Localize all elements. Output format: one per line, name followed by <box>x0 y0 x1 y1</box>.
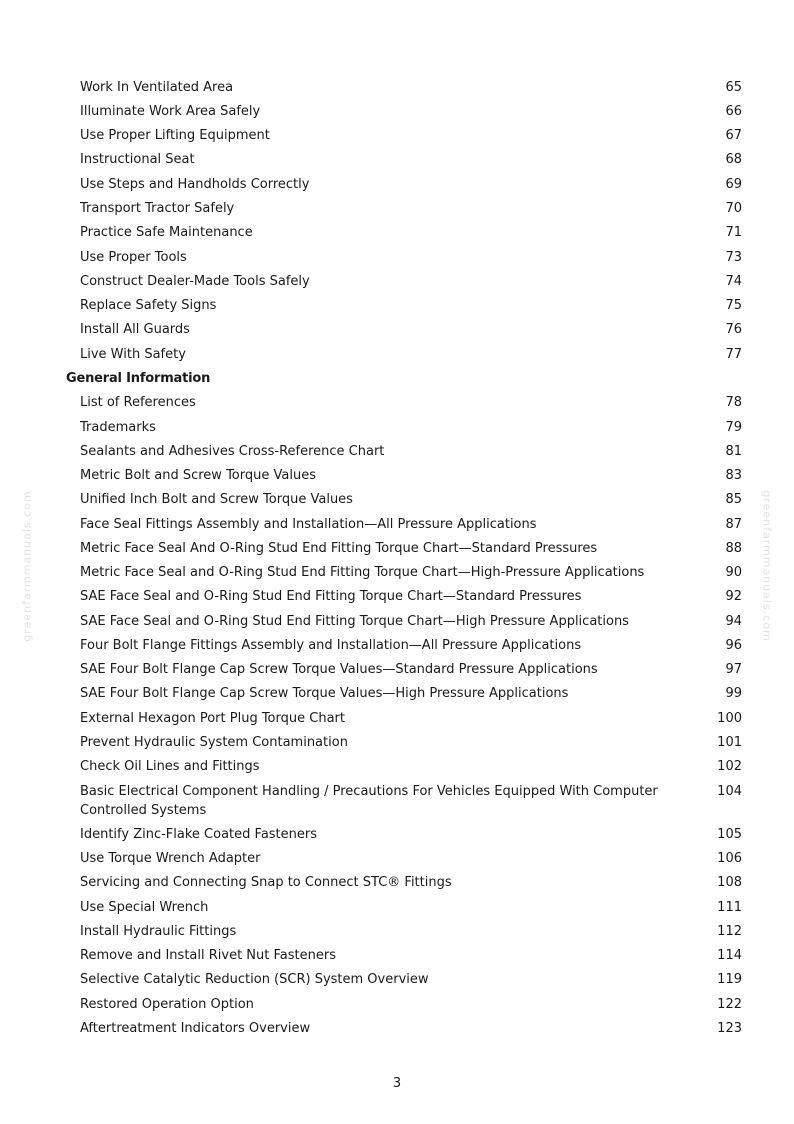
toc-entry-title: Face Seal Fittings Assembly and Installation—All Pressure Applications <box>80 517 537 532</box>
watermark-right: greenfarmmanuals.com <box>760 490 774 642</box>
toc-entry-page: 101 <box>717 735 742 750</box>
toc-entry-title: Practice Safe Maintenance <box>80 225 253 240</box>
toc-entry[interactable] <box>80 248 742 267</box>
toc-entry[interactable] <box>80 898 742 917</box>
toc-entry-page: 70 <box>725 201 742 216</box>
toc-entry-page: 74 <box>725 274 742 289</box>
toc-entry-title: Remove and Install Rivet Nut Fasteners <box>80 948 336 963</box>
toc-entry[interactable] <box>80 199 742 218</box>
toc-entry-title: List of References <box>80 395 196 410</box>
page-number: 3 <box>392 1076 402 1091</box>
toc-entry-page: 123 <box>717 1021 742 1036</box>
toc-entry[interactable] <box>80 442 742 461</box>
toc-entry-page: 106 <box>717 851 742 866</box>
toc-entry-title: Identify Zinc-Flake Coated Fasteners <box>80 827 318 842</box>
toc-entry[interactable] <box>80 563 742 582</box>
toc-entry[interactable] <box>80 296 742 315</box>
toc-entry-page: 102 <box>717 759 742 774</box>
toc-entry-title: Install All Guards <box>80 322 190 337</box>
toc-entry-title: Instructional Seat <box>80 152 195 167</box>
toc-entry[interactable] <box>80 466 742 485</box>
toc-entry-title: SAE Face Seal and O-Ring Stud End Fitting Torque Chart—High Pressure Applications <box>80 614 629 629</box>
toc-entry-title: Use Proper Tools <box>80 250 187 265</box>
toc-entry-title: Sealants and Adhesives Cross-Reference Chart <box>80 444 385 459</box>
toc-entry[interactable] <box>80 849 742 868</box>
toc-entry[interactable] <box>80 78 742 97</box>
toc-entry[interactable] <box>80 660 742 679</box>
toc-entry-title: Restored Operation Option <box>80 997 254 1012</box>
toc-entry-page: 83 <box>725 468 742 483</box>
toc-entry-page: 90 <box>725 565 742 580</box>
toc-entry[interactable] <box>80 825 742 844</box>
toc-entry-title: Aftertreatment Indicators Overview <box>80 1021 311 1036</box>
toc-entry-page: 108 <box>717 875 742 890</box>
toc-entry-page: 96 <box>725 638 742 653</box>
toc-entry[interactable] <box>80 636 742 655</box>
toc-entry-title: Illuminate Work Area Safely <box>80 104 261 119</box>
toc-entry[interactable] <box>80 150 742 169</box>
toc-entry-page: 100 <box>717 711 742 726</box>
toc-entry-title: Use Special Wrench <box>80 900 209 915</box>
toc-entry-page: 66 <box>725 104 742 119</box>
toc-entry-title: Metric Face Seal and O-Ring Stud End Fitting Torque Chart—High-Pressure Applications <box>80 565 645 580</box>
toc-entry-page: 92 <box>725 589 742 604</box>
toc-entry[interactable] <box>80 873 742 892</box>
toc-entry-title: Selective Catalytic Reduction (SCR) System Overview <box>80 972 429 987</box>
toc-entry-page: 99 <box>725 686 742 701</box>
toc-entry-page: 112 <box>717 924 742 939</box>
toc-entry[interactable] <box>80 320 742 339</box>
toc-entry-title: Transport Tractor Safely <box>80 201 235 216</box>
toc-entry-page: 75 <box>725 298 742 313</box>
toc-entry-page: 111 <box>717 900 742 915</box>
toc-entry-title: Work In Ventilated Area <box>80 80 234 95</box>
toc-entry-page: 73 <box>725 250 742 265</box>
toc-entry-title: Metric Bolt and Screw Torque Values <box>80 468 316 483</box>
toc-entry-title: SAE Four Bolt Flange Cap Screw Torque Values—High Pressure Applications <box>80 686 569 701</box>
toc-entry-title: Use Steps and Handholds Correctly <box>80 177 310 192</box>
toc-entry[interactable] <box>80 709 742 728</box>
toc-entry-title: Trademarks <box>80 420 156 435</box>
toc-entry[interactable] <box>80 1019 742 1038</box>
toc-entry-title: Use Proper Lifting Equipment <box>80 128 270 143</box>
toc-entry[interactable] <box>80 102 742 121</box>
toc-entry-title: SAE Four Bolt Flange Cap Screw Torque Values—Standard Pressure Applications <box>80 662 598 677</box>
toc-entry-page: 114 <box>717 948 742 963</box>
toc-entry[interactable] <box>80 946 742 965</box>
toc-entry-title: Use Torque Wrench Adapter <box>80 851 261 866</box>
toc-entry-page: 85 <box>725 492 742 507</box>
toc-entry[interactable] <box>80 539 742 558</box>
toc-entry-page: 78 <box>725 395 742 410</box>
toc-entry[interactable] <box>80 995 742 1014</box>
toc-entry[interactable] <box>80 175 742 194</box>
toc-entry-title: Replace Safety Signs <box>80 298 217 313</box>
toc-entry-page: 71 <box>725 225 742 240</box>
toc-entry[interactable] <box>80 515 742 534</box>
toc-entry[interactable] <box>80 587 742 606</box>
toc-entry-page: 105 <box>717 827 742 842</box>
toc-entry-title: Construct Dealer-Made Tools Safely <box>80 274 310 289</box>
toc-entry-page: 69 <box>725 177 742 192</box>
toc-entry-title: External Hexagon Port Plug Torque Chart <box>80 711 345 726</box>
toc-entry[interactable] <box>80 922 742 941</box>
toc-entry-title: Unified Inch Bolt and Screw Torque Values <box>80 492 353 507</box>
toc-entry[interactable] <box>80 345 742 364</box>
toc-entry-page: 119 <box>717 972 742 987</box>
toc-entry-page: 81 <box>725 444 742 459</box>
toc-entry-title: Check Oil Lines and Fittings <box>80 759 260 774</box>
toc-entry-page: 68 <box>725 152 742 167</box>
toc-entry-page: 104 <box>717 784 742 799</box>
toc-entry[interactable] <box>80 490 742 509</box>
toc-entry-title: Servicing and Connecting Snap to Connect STC® Fittings <box>80 875 452 890</box>
toc-entry-page: 94 <box>725 614 742 629</box>
toc-entry-title: Metric Face Seal And O-Ring Stud End Fitting Torque Chart—Standard Pressures <box>80 541 598 556</box>
toc-entry[interactable] <box>80 126 742 145</box>
toc-entry-page: 79 <box>725 420 742 435</box>
toc-entry[interactable] <box>80 612 742 631</box>
toc-entry[interactable] <box>80 782 742 820</box>
toc-entry-title: Four Bolt Flange Fittings Assembly and Installation—All Pressure Applications <box>80 638 582 653</box>
toc-entry-title: Prevent Hydraulic System Contamination <box>80 735 348 750</box>
toc-entry-title: SAE Face Seal and O-Ring Stud End Fitting Torque Chart—Standard Pressures <box>80 589 582 604</box>
toc-entry-page: 67 <box>725 128 742 143</box>
toc-entry-page: 97 <box>725 662 742 677</box>
toc-entry-page: 77 <box>725 347 742 362</box>
toc-entry-page: 76 <box>725 322 742 337</box>
toc-entry[interactable] <box>80 393 742 412</box>
toc-entry[interactable] <box>80 757 742 776</box>
toc-entry-page: 87 <box>725 517 742 532</box>
toc-entry[interactable] <box>80 684 742 703</box>
toc-entry-page: 65 <box>725 80 742 95</box>
toc-entry-page: 88 <box>725 541 742 556</box>
toc-entry-page: 122 <box>717 997 742 1012</box>
toc-entry[interactable] <box>80 223 742 242</box>
toc-entry[interactable] <box>80 272 742 291</box>
toc-entry-title: Install Hydraulic Fittings <box>80 924 237 939</box>
section-heading[interactable]: General Information <box>66 371 211 386</box>
toc-entry[interactable] <box>80 733 742 752</box>
toc-entry[interactable] <box>80 418 742 437</box>
toc-entry[interactable] <box>80 970 742 989</box>
toc-entry-title: Basic Electrical Component Handling / Precautions For Vehicles Equipped With Computer Controlled Systems <box>80 784 658 818</box>
toc-entry-title: Live With Safety <box>80 347 186 362</box>
watermark-left: greenfarmmanuals.com <box>20 490 34 642</box>
